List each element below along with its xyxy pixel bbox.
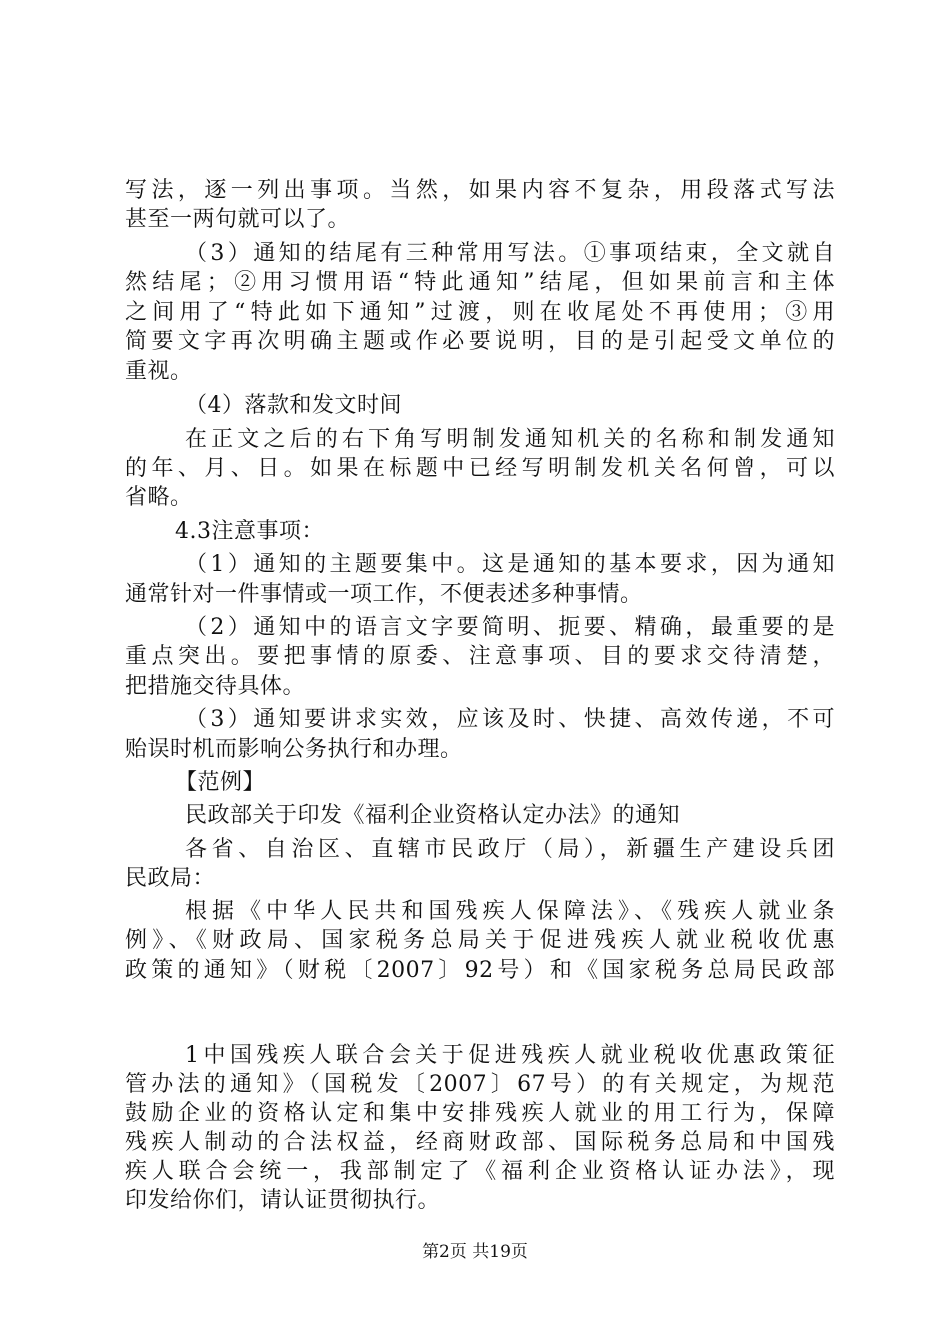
text-line: 然结尾；②用习惯用语“特此通知”结尾，但如果前言和主体	[125, 270, 835, 295]
text-line: 重点突出。要把事情的原委、注意事项、目的要求交待清楚，	[125, 644, 835, 669]
text-line: 政策的通知》（财税〔2007〕92号）和《国家税务总局民政部	[125, 958, 835, 983]
text-line: 民政局：	[125, 866, 216, 891]
text-line: 各省、自治区、直辖市民政厅（局），新疆生产建设兵团	[185, 837, 835, 862]
text-line: 把措施交待具体。	[125, 674, 306, 699]
text-line: 贻误时机而影响公务执行和办理。	[125, 737, 463, 762]
text-line: 例》、《财政局、国家税务总局关于促进残疾人就业税收优惠	[125, 928, 835, 953]
text-line: 4.3注意事项：	[175, 519, 324, 544]
text-line: 鼓励企业的资格认定和集中安排残疾人就业的用工行为，保障	[125, 1101, 835, 1126]
text-line: 印发给你们，请认证贯彻执行。	[125, 1188, 441, 1213]
text-line: 写法，逐一列出事项。当然，如果内容不复杂，用段落式写法	[125, 178, 835, 203]
text-line: 疾人联合会统一，我部制定了《福利企业资格认证办法》，现	[125, 1159, 835, 1184]
text-line: 1中国残疾人联合会关于促进残疾人就业税收优惠政策征	[185, 1043, 835, 1068]
text-line: （3）通知的结尾有三种常用写法。①事项结束，全文就自	[185, 241, 835, 266]
text-line: 之间用了“特此如下通知”过渡，则在收尾处不再使用；③用	[125, 300, 835, 325]
page-footer: 第2页 共19页	[422, 1242, 528, 1262]
text-line: 重视。	[125, 359, 193, 384]
text-line: （4）落款和发文时间	[185, 393, 402, 418]
text-line: 的年、月、日。如果在标题中已经写明制发机关名何曾，可以	[125, 456, 835, 481]
text-line: 残疾人制动的合法权益，经商财政部、国际税务总局和中国残	[125, 1130, 835, 1155]
text-line: 民政部关于印发《福利企业资格认定办法》的通知	[185, 803, 681, 828]
text-line: 在正文之后的右下角写明制发通知机关的名称和制发通知	[185, 427, 835, 452]
text-line: 根据《中华人民共和国残疾人保障法》、《残疾人就业条	[185, 899, 835, 924]
text-line: 【范例】	[175, 770, 266, 795]
text-line: （1）通知的主题要集中。这是通知的基本要求，因为通知	[185, 552, 835, 577]
text-line: 管办法的通知》（国税发〔2007〕67号）的有关规定，为规范	[125, 1072, 835, 1097]
text-line: 甚至一两句就可以了。	[125, 207, 351, 232]
text-line: （2）通知中的语言文字要简明、扼要、精确，最重要的是	[185, 615, 835, 640]
text-line: 简要文字再次明确主题或作必要说明，目的是引起受文单位的	[125, 329, 835, 354]
text-line: 通常针对一件事情或一项工作，不便表述多种事情。	[125, 582, 643, 607]
text-line: （3）通知要讲求实效，应该及时、快捷、高效传递，不可	[185, 707, 835, 732]
text-line: 省略。	[125, 485, 193, 510]
